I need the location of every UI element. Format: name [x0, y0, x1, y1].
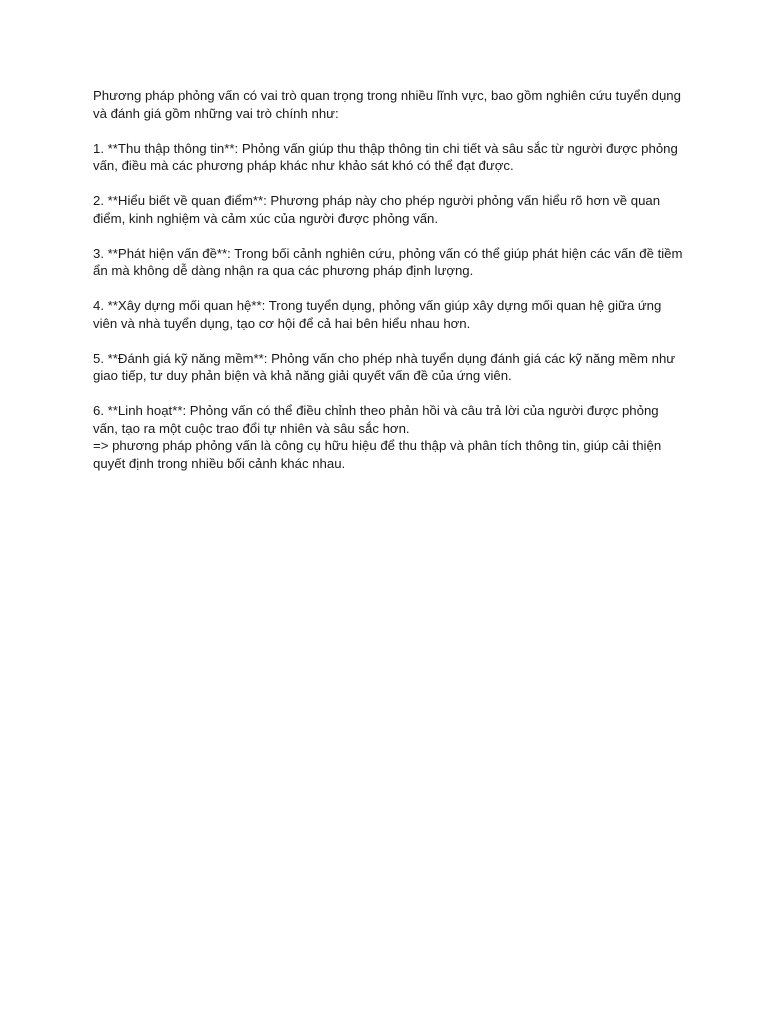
document-page	[93, 87, 683, 472]
point-2: 2. **Hiểu biết về quan điểm**: Phương pháp này cho phép người phỏng vấn hiểu rõ hơn về quan điểm, kinh nghiệm và cảm xúc của người được phỏng vấn.	[93, 193, 661, 226]
conclusion-paragraph: => phương pháp phỏng vấn là công cụ hữu hiệu để thu thập và phân tích thông tin, giúp cải thiện quyết định trong nhiều bối cảnh khác nhau.	[93, 438, 662, 471]
intro-paragraph: Phương pháp phỏng vấn có vai trò quan trọng trong nhiều lĩnh vực, bao gồm nghiên cứu tuyển dụng và đánh giá gồm những vai trò chính như:	[93, 88, 681, 121]
point-4: 4. **Xây dựng mối quan hệ**: Trong tuyển dụng, phỏng vấn giúp xây dựng mối quan hệ giữa ứng viên và nhà tuyển dụng, tạo cơ hội để cả hai bên hiểu nhau hơn.	[93, 298, 662, 331]
point-6: 6. **Linh hoạt**: Phỏng vấn có thể điều chỉnh theo phản hồi và câu trả lời của người được phỏng vấn, tạo ra một cuộc trao đổi tự nhiên và sâu sắc hơn.	[93, 403, 659, 436]
point-1: 1. **Thu thập thông tin**: Phỏng vấn giúp thu thập thông tin chi tiết và sâu sắc từ người được phỏng vấn, điều mà các phương pháp khác như khảo sát khó có thể đạt được.	[93, 140, 678, 173]
point-5: 5. **Đánh giá kỹ năng mềm**: Phỏng vấn cho phép nhà tuyển dụng đánh giá các kỹ năng mềm như giao tiếp, tư duy phản biện và khả năng giải quyết vấn đề của ứng viên.	[93, 350, 676, 383]
point-3: 3. **Phát hiện vấn đề**: Trong bối cảnh nghiên cứu, phỏng vấn có thể giúp phát hiện các vấn đề tiềm ẩn mà không dễ dàng nhận ra qua các phương pháp định lượng.	[93, 245, 683, 278]
